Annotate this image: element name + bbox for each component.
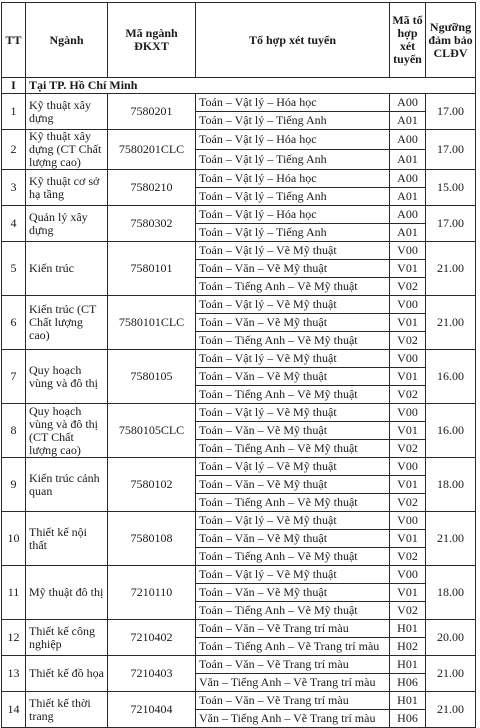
- program-code: 7580201: [108, 94, 196, 130]
- table-row: [2, 566, 476, 584]
- combination-code: V02: [390, 494, 426, 512]
- program-code: 7210403: [108, 656, 196, 692]
- subject-combination: Toán – Văn – Vẽ Mỹ thuật: [196, 530, 390, 548]
- combination-code: V01: [390, 368, 426, 386]
- admission-thresholds-table: [1, 2, 476, 728]
- combination-code: H01: [390, 692, 426, 710]
- program-code: 7580101: [108, 242, 196, 296]
- table-row: [2, 94, 476, 112]
- combination-code: A01: [390, 188, 426, 206]
- threshold-score: 17.00: [426, 206, 476, 242]
- combination-code: V01: [390, 584, 426, 602]
- combination-code: H02: [390, 638, 426, 656]
- combination-code: V01: [390, 314, 426, 332]
- subject-combination: Toán – Tiếng Anh – Vẽ Mỹ thuật: [196, 602, 390, 620]
- combination-code: A01: [390, 112, 426, 130]
- program-number: 2: [2, 130, 26, 170]
- subject-combination: Toán – Vật lý – Hóa học: [196, 206, 390, 224]
- subject-combination: Toán – Tiếng Anh – Vẽ Mỹ thuật: [196, 278, 390, 296]
- subject-combination: Toán – Văn – Vẽ Trang trí màu: [196, 656, 390, 674]
- header-row: [2, 3, 476, 78]
- threshold-score: 17.00: [426, 94, 476, 130]
- header-combination-code: Mã tổ hợp xét tuyển: [390, 3, 426, 78]
- threshold-score: 20.00: [426, 620, 476, 656]
- combination-code: V00: [390, 242, 426, 260]
- combination-code: H06: [390, 710, 426, 728]
- threshold-score: 21.00: [426, 656, 476, 692]
- combination-code: H01: [390, 656, 426, 674]
- table-row: [2, 512, 476, 530]
- threshold-score: 21.00: [426, 512, 476, 566]
- program-number: 14: [2, 692, 26, 728]
- subject-combination: Toán – Vật lý – Hóa học: [196, 130, 390, 150]
- threshold-score: 15.00: [426, 170, 476, 206]
- program-number: 7: [2, 350, 26, 404]
- combination-code: H01: [390, 620, 426, 638]
- program-number: 9: [2, 458, 26, 512]
- section-number: I: [2, 78, 26, 94]
- subject-combination: Toán – Vật lý – Tiếng Anh: [196, 150, 390, 170]
- threshold-score: 16.00: [426, 350, 476, 404]
- program-number: 4: [2, 206, 26, 242]
- header-program: Ngành: [26, 3, 108, 78]
- subject-combination: Toán – Văn – Vẽ Mỹ thuật: [196, 422, 390, 440]
- subject-combination: Toán – Văn – Vẽ Mỹ thuật: [196, 584, 390, 602]
- combination-code: V02: [390, 440, 426, 458]
- table-row: [2, 130, 476, 150]
- subject-combination: Toán – Tiếng Anh – Vẽ Trang trí màu: [196, 638, 390, 656]
- table-row: [2, 458, 476, 476]
- program-number: 1: [2, 94, 26, 130]
- subject-combination: Toán – Tiếng Anh – Vẽ Mỹ thuật: [196, 494, 390, 512]
- combination-code: V01: [390, 260, 426, 278]
- program-code: 7210404: [108, 692, 196, 728]
- combination-code: V00: [390, 512, 426, 530]
- subject-combination: Toán – Tiếng Anh – Vẽ Mỹ thuật: [196, 440, 390, 458]
- subject-combination: Văn – Tiếng Anh – Vẽ Trang trí màu: [196, 674, 390, 692]
- section-title: Tại TP. Hồ Chí Minh: [26, 78, 476, 94]
- threshold-score: 16.00: [426, 404, 476, 458]
- subject-combination: Toán – Vật lý – Hóa học: [196, 170, 390, 188]
- program-name: Kiến trúc: [26, 242, 108, 296]
- combination-code: V02: [390, 602, 426, 620]
- table-row: [2, 242, 476, 260]
- program-name: Kỹ thuật xây dựng: [26, 94, 108, 130]
- program-name: Quy hoạch vùng và đô thị: [26, 350, 108, 404]
- subject-combination: Toán – Vật lý – Vẽ Mỹ thuật: [196, 404, 390, 422]
- table-row: [2, 170, 476, 188]
- table-row: [2, 206, 476, 224]
- subject-combination: Toán – Vật lý – Hóa học: [196, 94, 390, 112]
- program-number: 12: [2, 620, 26, 656]
- threshold-score: 21.00: [426, 692, 476, 728]
- header-program-code: Mã ngành ĐKXT: [108, 3, 196, 78]
- subject-combination: Toán – Vật lý – Vẽ Mỹ thuật: [196, 242, 390, 260]
- header-subject-combination: Tổ hợp xét tuyển: [196, 3, 390, 78]
- table-row: [2, 692, 476, 710]
- threshold-score: 18.00: [426, 458, 476, 512]
- combination-code: A01: [390, 150, 426, 170]
- combination-code: V00: [390, 566, 426, 584]
- subject-combination: Toán – Văn – Vẽ Mỹ thuật: [196, 260, 390, 278]
- program-name: Thiết kế nội thất: [26, 512, 108, 566]
- threshold-score: 17.00: [426, 130, 476, 170]
- combination-code: V00: [390, 404, 426, 422]
- subject-combination: Toán – Văn – Vẽ Trang trí màu: [196, 692, 390, 710]
- program-number: 5: [2, 242, 26, 296]
- program-name: Kiến trúc (CT Chất lượng cao): [26, 296, 108, 350]
- subject-combination: Toán – Vật lý – Tiếng Anh: [196, 224, 390, 242]
- combination-code: V01: [390, 476, 426, 494]
- program-code: 7210402: [108, 620, 196, 656]
- combination-code: A00: [390, 94, 426, 112]
- program-name: Thiết kế công nghiệp: [26, 620, 108, 656]
- subject-combination: Văn – Tiếng Anh – Vẽ Trang trí màu: [196, 710, 390, 728]
- table-row: [2, 620, 476, 638]
- subject-combination: Toán – Văn – Vẽ Mỹ thuật: [196, 314, 390, 332]
- combination-code: V00: [390, 458, 426, 476]
- combination-code: H06: [390, 674, 426, 692]
- combination-code: V00: [390, 350, 426, 368]
- program-name: Mỹ thuật đô thị: [26, 566, 108, 620]
- combination-code: A00: [390, 206, 426, 224]
- program-name: Kỹ thuật cơ sở hạ tầng: [26, 170, 108, 206]
- subject-combination: Toán – Văn – Vẽ Mỹ thuật: [196, 368, 390, 386]
- combination-code: A00: [390, 130, 426, 150]
- program-number: 6: [2, 296, 26, 350]
- subject-combination: Toán – Vật lý – Vẽ Mỹ thuật: [196, 512, 390, 530]
- program-name: Kiến trúc cảnh quan: [26, 458, 108, 512]
- subject-combination: Toán – Văn – Vẽ Mỹ thuật: [196, 476, 390, 494]
- program-number: 11: [2, 566, 26, 620]
- subject-combination: Toán – Vật lý – Tiếng Anh: [196, 188, 390, 206]
- combination-code: V01: [390, 422, 426, 440]
- program-number: 8: [2, 404, 26, 458]
- program-code: 7580302: [108, 206, 196, 242]
- program-code: 7580210: [108, 170, 196, 206]
- subject-combination: Toán – Văn – Vẽ Trang trí màu: [196, 620, 390, 638]
- program-code: 7580201CLC: [108, 130, 196, 170]
- combination-code: A01: [390, 224, 426, 242]
- program-number: 10: [2, 512, 26, 566]
- combination-code: V01: [390, 530, 426, 548]
- program-code: 7210110: [108, 566, 196, 620]
- table-row: [2, 404, 476, 422]
- program-code: 7580105: [108, 350, 196, 404]
- program-name: Kỹ thuật xây dựng (CT Chất lượng cao): [26, 130, 108, 170]
- section-row: [2, 78, 476, 94]
- subject-combination: Toán – Tiếng Anh – Vẽ Mỹ thuật: [196, 386, 390, 404]
- program-code: 7580108: [108, 512, 196, 566]
- combination-code: V02: [390, 386, 426, 404]
- table-row: [2, 350, 476, 368]
- combination-code: V02: [390, 548, 426, 566]
- program-name: Quản lý xây dựng: [26, 206, 108, 242]
- program-code: 7580102: [108, 458, 196, 512]
- subject-combination: Toán – Vật lý – Vẽ Mỹ thuật: [196, 458, 390, 476]
- header-tt: TT: [2, 3, 26, 78]
- program-name: Quy hoạch vùng và đô thị (CT Chất lượng cao): [26, 404, 108, 458]
- header-threshold: Ngưỡng đảm bảo CLĐV: [426, 3, 476, 78]
- program-number: 3: [2, 170, 26, 206]
- threshold-score: 18.00: [426, 566, 476, 620]
- table-row: [2, 656, 476, 674]
- combination-code: V02: [390, 278, 426, 296]
- table-row: [2, 296, 476, 314]
- subject-combination: Toán – Vật lý – Vẽ Mỹ thuật: [196, 296, 390, 314]
- combination-code: V00: [390, 296, 426, 314]
- subject-combination: Toán – Vật lý – Tiếng Anh: [196, 112, 390, 130]
- program-number: 13: [2, 656, 26, 692]
- subject-combination: Toán – Vật lý – Vẽ Mỹ thuật: [196, 566, 390, 584]
- subject-combination: Toán – Tiếng Anh – Vẽ Mỹ thuật: [196, 332, 390, 350]
- program-name: Thiết kế thời trang: [26, 692, 108, 728]
- program-code: 7580101CLC: [108, 296, 196, 350]
- program-name: Thiết kế đồ họa: [26, 656, 108, 692]
- combination-code: V02: [390, 332, 426, 350]
- subject-combination: Toán – Tiếng Anh – Vẽ Mỹ thuật: [196, 548, 390, 566]
- subject-combination: Toán – Vật lý – Vẽ Mỹ thuật: [196, 350, 390, 368]
- combination-code: A00: [390, 170, 426, 188]
- threshold-score: 21.00: [426, 242, 476, 296]
- threshold-score: 21.00: [426, 296, 476, 350]
- program-code: 7580105CLC: [108, 404, 196, 458]
